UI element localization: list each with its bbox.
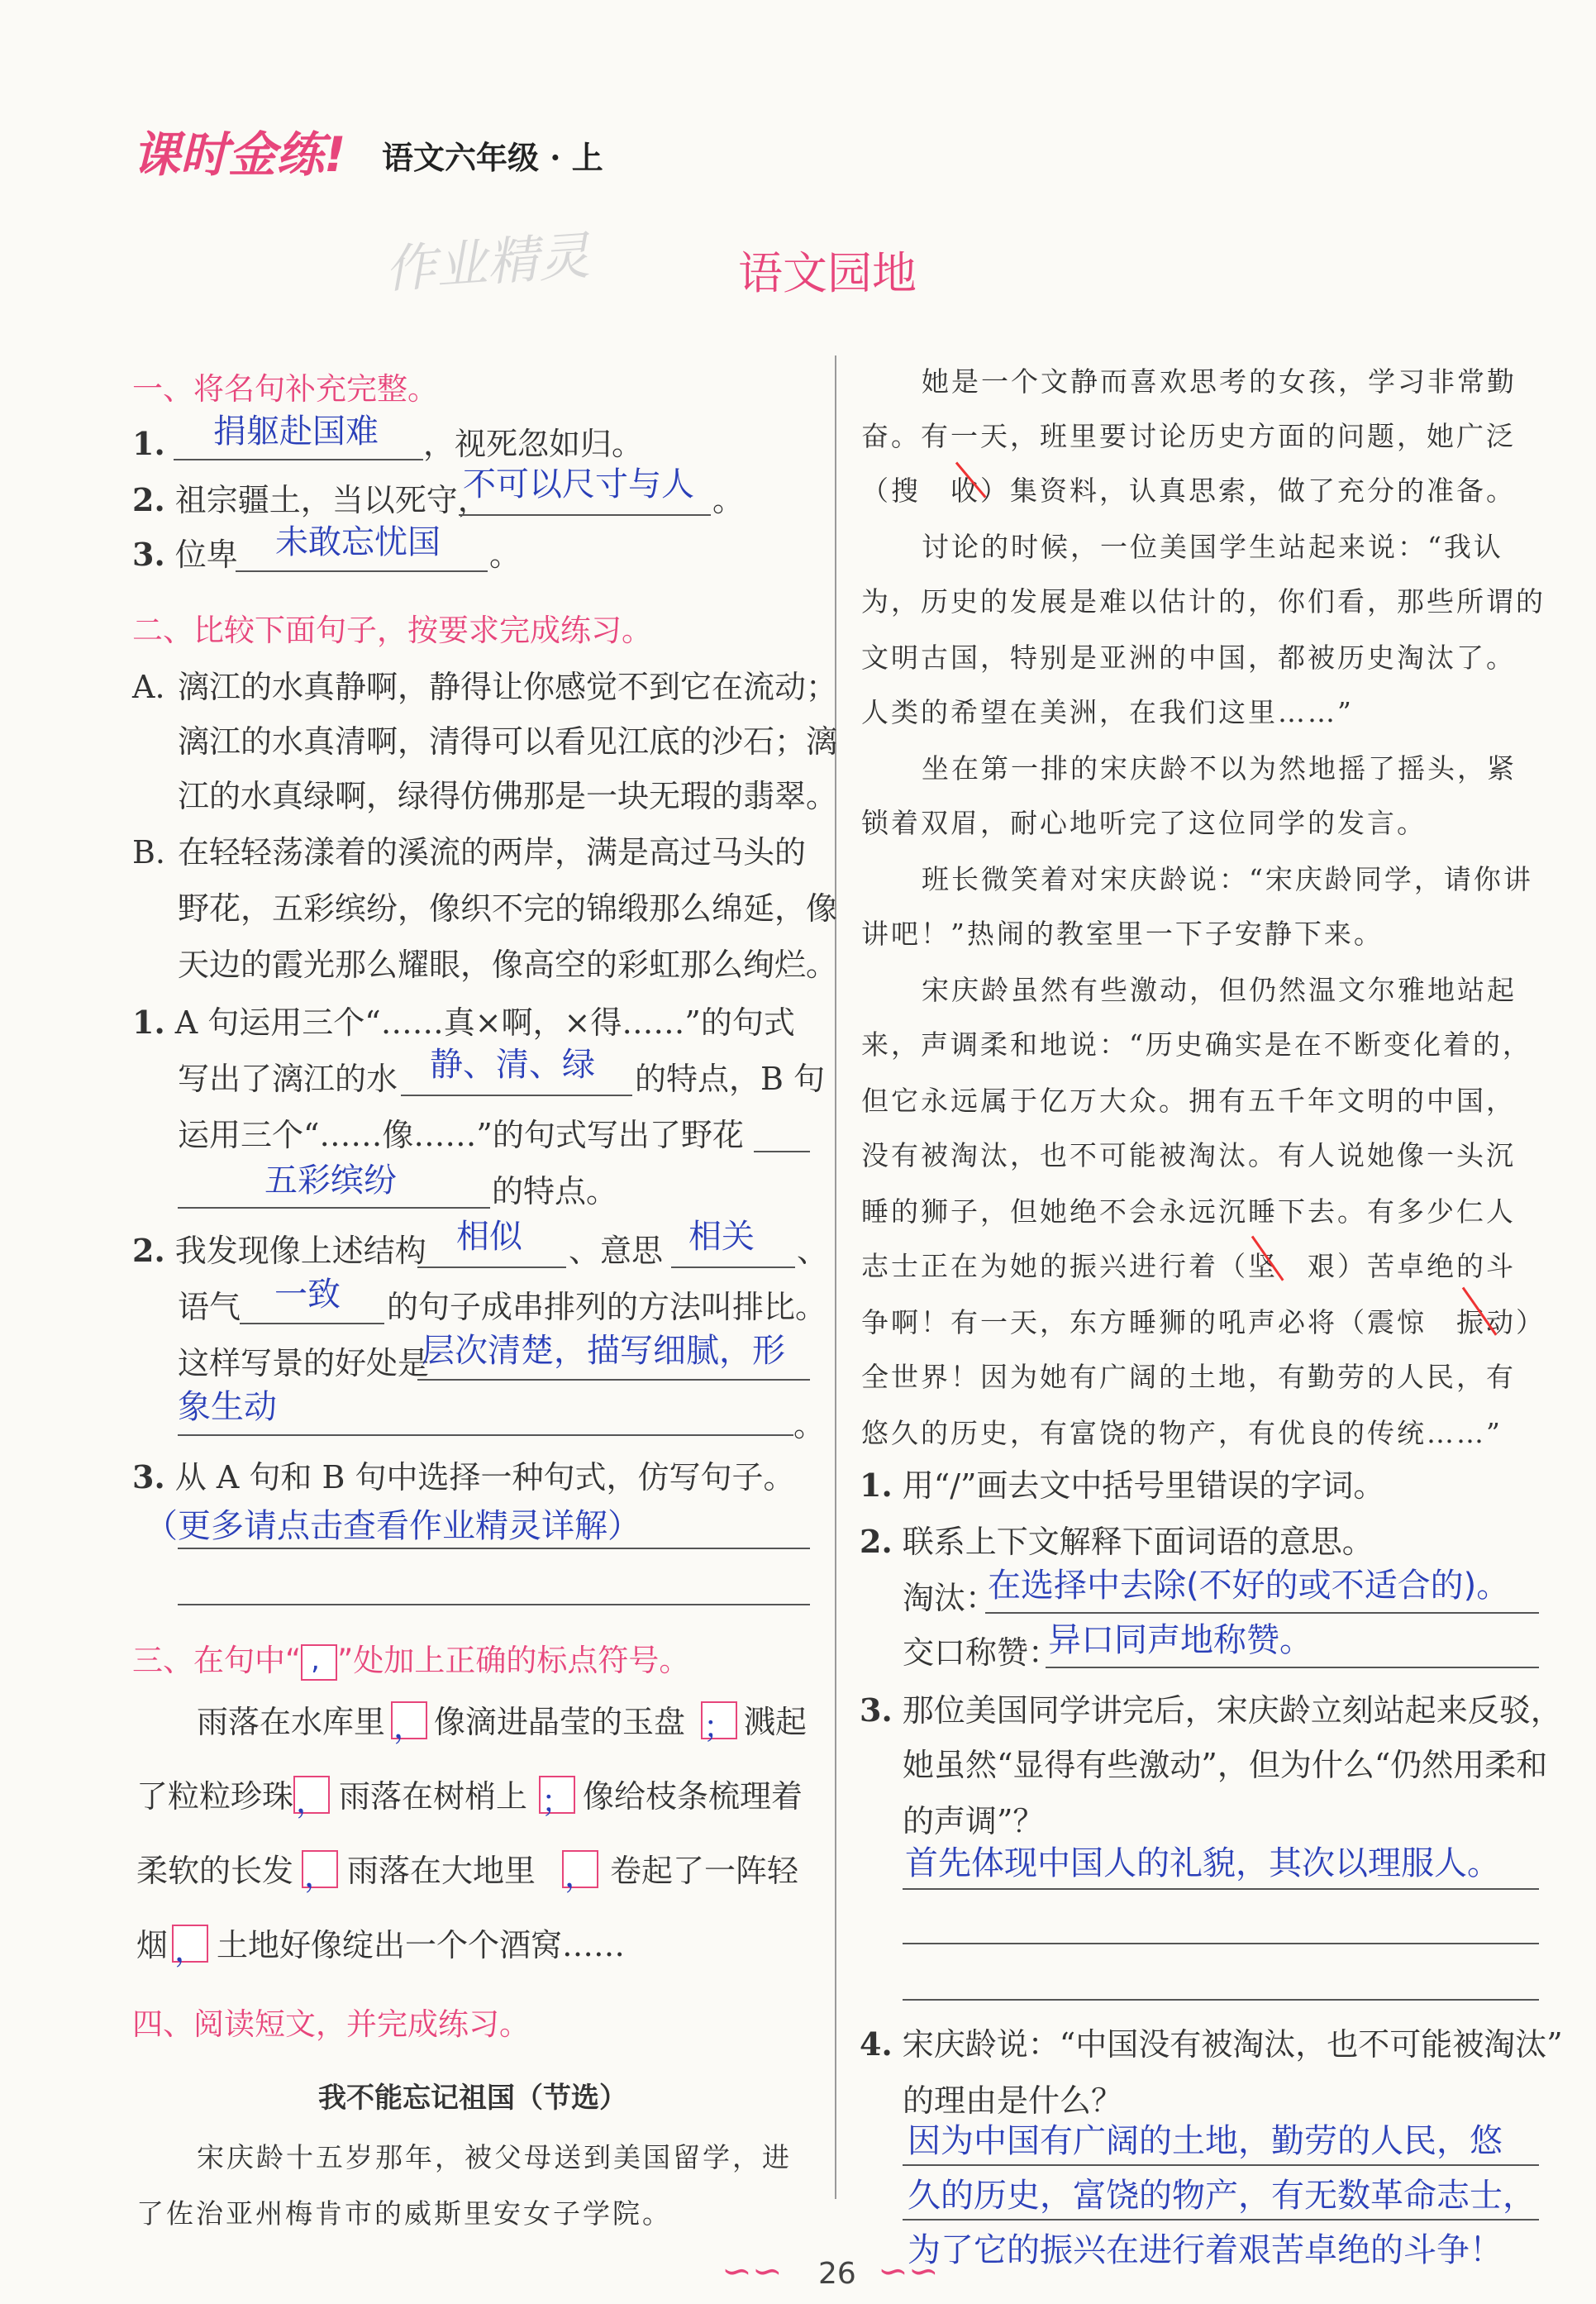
- answer-text: 静、清、绿: [430, 1046, 595, 1084]
- answer-text: 象生动: [178, 1388, 277, 1426]
- heading-text: ”处加上正确的标点符号。: [337, 1643, 690, 1678]
- passage-line: 来，声调柔和地说：“历史确实是在不断变化着的，: [861, 1028, 1532, 1061]
- question-text: 联系上下文解释下面词语的意思。: [902, 1524, 1374, 1560]
- passage-line: 讨论的时候，一位美国学生站起来说：“我认: [922, 531, 1503, 563]
- punct-box[interactable]: [302, 1850, 338, 1894]
- answer-line: [401, 1095, 632, 1096]
- passage-line: （搜 收）集资料，认真思索，做了充分的准备。: [861, 475, 1516, 507]
- item-text: 祖宗疆土，当以死守，: [174, 482, 489, 518]
- r-q1: [860, 1467, 1385, 1504]
- brand-logo: [132, 116, 345, 185]
- question-text: 用“/”画去文中括号里错误的字词。: [902, 1467, 1385, 1504]
- passage-line: 班长微笑着对宋庆龄说：“宋庆龄同学，请你讲: [922, 863, 1533, 895]
- answer-text: 久的历史，富饶的物产，有无数革命志士，: [908, 2177, 1536, 2215]
- s3-text: 卷起了一阵轻: [610, 1853, 799, 1889]
- s3-text: 土地好像绽出一个个酒窝……: [217, 1927, 626, 1963]
- subject-label: 语文六年级 · 上: [382, 139, 603, 176]
- punct-answer: ，: [295, 1783, 327, 1820]
- passage-line: 争啊！有一天，东方睡狮的吼声必将（震惊 振动）: [861, 1306, 1546, 1338]
- label-b: B.: [132, 834, 166, 871]
- sentence-b-line: 在轻轻荡漾着的溪流的两岸，满是高过马头的: [178, 834, 807, 871]
- column-divider: [835, 355, 836, 2199]
- watermark: 作业精灵: [383, 225, 592, 300]
- punct-box[interactable]: [701, 1701, 737, 1745]
- passage-line: 人类的希望在美洲，在我们这里……”: [861, 696, 1354, 728]
- passage-line: 奋。有一天，班里要讨论历史方面的问题，她广泛: [861, 420, 1516, 452]
- question-text: 语气: [178, 1289, 241, 1325]
- answer-text: 未敢忘忧国: [275, 523, 441, 561]
- passage-line: 宋庆龄虽然有些激动，但仍然温文尔雅地站起: [922, 974, 1517, 1006]
- question-text: 宋庆龄说：“中国没有被淘汰，也不可能被淘汰”: [902, 2026, 1563, 2063]
- answer-text: 一致: [274, 1276, 341, 1314]
- heading-text: 三、在句中“: [132, 1643, 302, 1678]
- passage-line: 她是一个文静而喜欢思考的女孩，学习非常勤: [922, 365, 1517, 398]
- passage-line: 文明古国，特别是亚洲的中国，都被历史淘汰了。: [861, 642, 1516, 674]
- answer-text: 捐躯赴国难: [213, 413, 379, 451]
- s1-item1: [132, 425, 165, 462]
- item-number: 2.: [132, 1232, 165, 1269]
- s3-text: 雨落在水库里: [197, 1704, 386, 1740]
- footer-swirl-right: ∽∽: [878, 2250, 939, 2292]
- q2-2-line1: [132, 1232, 426, 1269]
- answer-line: [671, 1266, 795, 1268]
- answer-line: [240, 1323, 384, 1324]
- question-text: 我发现像上述结构: [174, 1233, 426, 1269]
- answer-line: [236, 570, 488, 572]
- punct-box[interactable]: [293, 1776, 330, 1820]
- footer-swirl-left: ∽∽: [722, 2250, 783, 2292]
- passage-line: 没有被淘汰，也不可能被淘汰。有人说她像一头沉: [861, 1139, 1516, 1171]
- passage-line: 但它永远属于亿万大众。拥有五千年文明的中国，: [861, 1085, 1516, 1117]
- r-q3: [860, 1691, 1562, 1729]
- sentence-a-line: 漓江的水真清啊，清得可以看见江底的沙石；漓: [178, 723, 838, 760]
- answer-line: [985, 1612, 1539, 1614]
- passage-line: 锁着双眉，耐心地听完了这位同学的发言。: [861, 807, 1427, 839]
- punct-box[interactable]: [172, 1925, 208, 1968]
- question-text: 运用三个“……像……”的句式写出了野花: [178, 1117, 744, 1153]
- q2-1-line1: [132, 1004, 795, 1041]
- passage-line: 宋庆龄十五岁那年，被父母送到美国留学，进: [197, 2141, 792, 2173]
- answer-line: [903, 1999, 1539, 2001]
- answer-text: 不可以尺寸与人: [463, 465, 694, 503]
- sentence-a-line: 江的水真绿啊，绿得仿佛那是一块无瑕的翡翠。: [178, 778, 838, 814]
- punct-answer: ，: [564, 1858, 596, 1894]
- sentence-a-line: 漓江的水真静啊，静得让你感觉不到它在流动；: [178, 669, 838, 705]
- section3-heading: [132, 1635, 689, 1681]
- question-text: 的句子成串排列的方法叫排比。: [387, 1289, 827, 1325]
- item-number: 3.: [132, 536, 165, 573]
- question-text: 那位美国同学讲完后，宋庆龄立刻站起来反驳，: [902, 1692, 1562, 1729]
- answer-text: 为了它的振兴在进行着艰苦卓绝的斗争！: [908, 2231, 1503, 2269]
- item-number: 2.: [860, 1523, 893, 1560]
- brand-text: 课时金练: [132, 126, 325, 183]
- answer-line: [459, 514, 711, 516]
- item-number: 3.: [132, 1458, 165, 1495]
- punct-answer: ，: [303, 1858, 336, 1894]
- page-number: 26: [818, 2257, 856, 2291]
- question-text: 。: [793, 1407, 826, 1443]
- answer-link[interactable]: （更多请点击查看作业精灵详解）: [145, 1507, 641, 1545]
- label-a: A.: [132, 669, 165, 705]
- passage-line: 睡的狮子，但她绝不会永远沉睡下去。有多少仁人: [861, 1195, 1516, 1228]
- sentence-b-line: 野花，五彩缤纷，像织不完的锦缎那么绵延，像: [178, 890, 838, 927]
- answer-text: 层次清楚，描写细腻，形: [422, 1332, 785, 1370]
- answer-line: [1046, 1667, 1539, 1668]
- punct-box[interactable]: [539, 1776, 575, 1820]
- answer-line: [417, 1379, 810, 1381]
- item-text: 。: [712, 482, 745, 518]
- punct-answer: ；: [541, 1783, 573, 1820]
- passage-title: 我不能忘记祖国（节选）: [318, 2082, 627, 2115]
- s3-text: 雨落在大地里: [347, 1853, 536, 1889]
- s3-text: 溅起: [744, 1704, 808, 1740]
- answer-text: 相似: [456, 1218, 522, 1256]
- punct-box[interactable]: [562, 1850, 598, 1894]
- answer-line: [178, 1604, 810, 1605]
- answer-line: [903, 1943, 1539, 1944]
- question-text: A 句运用三个“……真×啊，×得……”的句式: [174, 1004, 795, 1041]
- question-text: 的特点，B 句: [635, 1061, 826, 1097]
- s3-text: 像给枝条梳理着: [583, 1778, 803, 1815]
- item-number: 4.: [860, 2025, 893, 2063]
- item-number: 1.: [132, 425, 165, 462]
- brand-mark: !: [324, 126, 346, 183]
- question-text: 、: [797, 1233, 829, 1269]
- item-text: 。: [489, 537, 522, 573]
- answer-line: [178, 1548, 810, 1549]
- answer-line: [903, 2219, 1539, 2221]
- answer-text: 相关: [688, 1218, 755, 1256]
- passage-line: 了佐治亚州梅肯市的威斯里安女子学院。: [136, 2197, 672, 2230]
- page-title: 语文园地: [738, 247, 917, 299]
- question-text: 从 A 句和 B 句中选择一种句式，仿写句子。: [174, 1459, 795, 1495]
- section1-heading: 一、将名句补充完整。: [132, 371, 438, 407]
- punct-answer: ；: [703, 1709, 735, 1745]
- passage-line: 悠久的历史，有富饶的物产，有优良的传统……”: [861, 1417, 1503, 1449]
- sentence-b-line: 天边的霞光那么耀眼，像高空的彩虹那么绚烂。: [178, 947, 838, 983]
- answer-line: [178, 1207, 490, 1209]
- item-number: 1.: [860, 1467, 893, 1504]
- passage-line: 为，历史的发展是难以估计的，你们看，那些所谓的: [861, 585, 1546, 618]
- item-text: 位卑: [174, 537, 238, 573]
- answer-line: [174, 459, 423, 460]
- question-text: 的声调”？: [903, 1803, 1045, 1839]
- passage-line: 全世界！因为她有广阔的土地，有勤劳的人民，有: [861, 1361, 1516, 1393]
- item-number: 3.: [860, 1691, 893, 1729]
- answer-line: [903, 1888, 1539, 1890]
- s3-text: 雨落在树梢上: [339, 1778, 528, 1815]
- answer-line: [417, 1266, 566, 1268]
- punct-answer: ，: [174, 1932, 206, 1968]
- term-label: 交口称赞：: [903, 1634, 1060, 1671]
- passage-line: 志士正在为她的振兴进行着（坚 艰）苦卓绝的斗: [861, 1250, 1516, 1282]
- term-label: 淘汰：: [903, 1580, 998, 1616]
- punct-box[interactable]: [391, 1701, 427, 1745]
- s3-text: 像滴进晶莹的玉盘: [434, 1704, 686, 1740]
- answer-line: [754, 1151, 810, 1152]
- question-text: 的特点。: [492, 1173, 618, 1209]
- answer-text: 在选择中去除(不好的或不适合的)。: [988, 1567, 1510, 1605]
- item-text: ，视死忽如归。: [423, 426, 644, 462]
- s3-text: 烟: [136, 1927, 169, 1963]
- section2-heading: 二、比较下面句子，按要求完成练习。: [132, 613, 652, 648]
- s1-item3: [132, 536, 238, 573]
- punct-answer: ，: [393, 1709, 425, 1745]
- section4-heading: 四、阅读短文，并完成练习。: [132, 2006, 530, 2042]
- question-text: 、意思: [569, 1233, 664, 1269]
- sample-box: ,: [301, 1644, 337, 1681]
- question-text: 的理由是什么？: [903, 2082, 1123, 2119]
- answer-text: 异口同声地称赞。: [1048, 1621, 1313, 1659]
- s3-text: 了粒粒珍珠: [136, 1778, 294, 1815]
- passage-line: 讲吧！”热闹的教室里一下子安静下来。: [861, 918, 1384, 950]
- s1-item2: [132, 481, 489, 518]
- question-text: 写出了漓江的水: [178, 1061, 398, 1097]
- answer-text: 五彩缤纷: [264, 1162, 397, 1200]
- answer-line: [178, 1434, 793, 1436]
- item-number: 1.: [132, 1004, 165, 1041]
- r-q2: [860, 1523, 1374, 1560]
- question-text: 这样写景的好处是: [178, 1345, 430, 1381]
- answer-text: 首先体现中国人的礼貌，其次以理服人。: [905, 1844, 1500, 1882]
- answer-text: 因为中国有广阔的土地，勤劳的人民，悠: [908, 2122, 1503, 2160]
- passage-line: 坐在第一排的宋庆龄不以为然地摇了摇头，紧: [922, 752, 1517, 785]
- q2-3: [132, 1458, 795, 1495]
- s3-text: 柔软的长发: [136, 1853, 294, 1889]
- r-q4: [860, 2025, 1563, 2063]
- item-number: 2.: [132, 481, 165, 518]
- answer-line: [903, 2164, 1539, 2166]
- question-text: 她虽然“显得有些激动”，但为什么“仍然用柔和: [903, 1747, 1548, 1783]
